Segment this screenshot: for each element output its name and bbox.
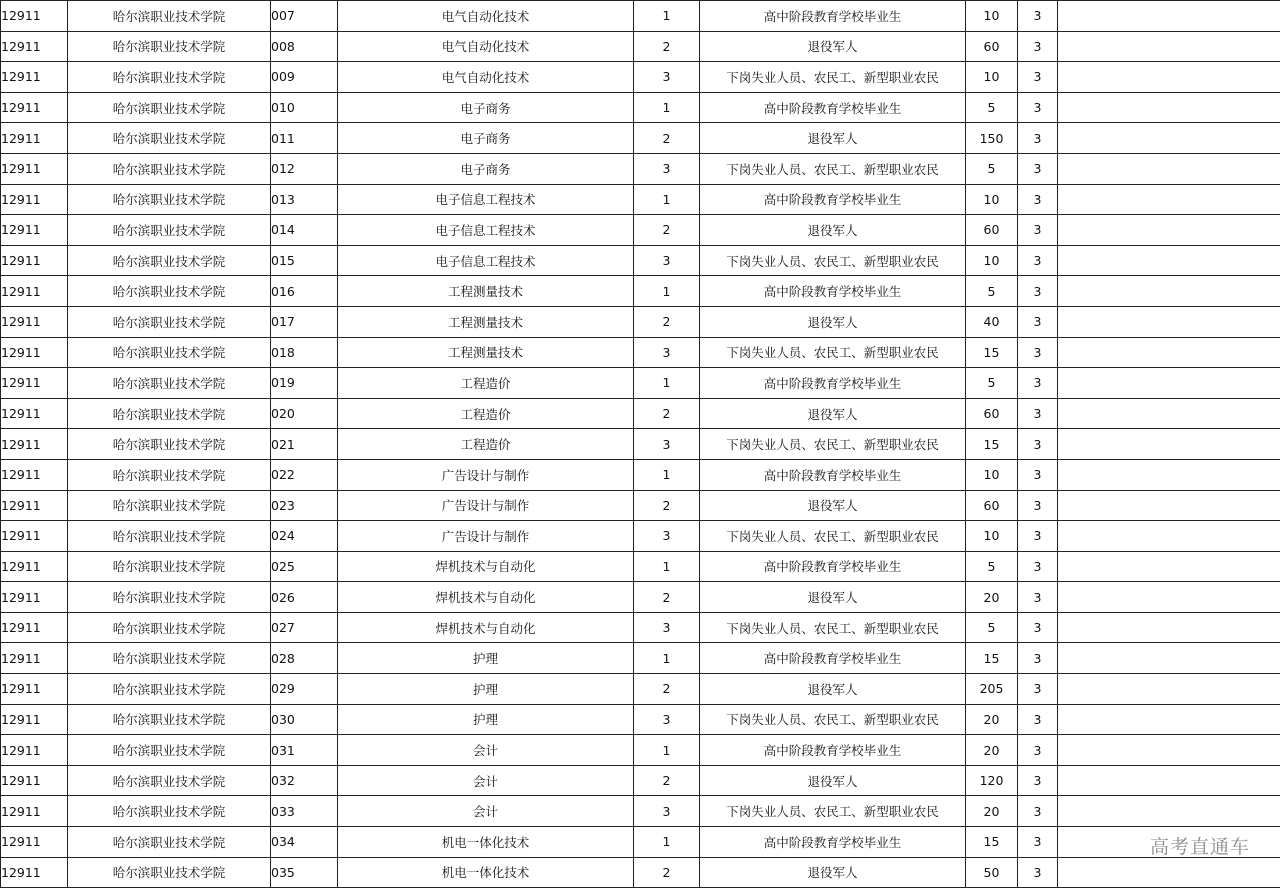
plan-count-cell: 20 [966,582,1018,613]
school-code-cell: 12911 [1,368,68,399]
school-name-cell: 哈尔滨职业技术学院 [68,1,271,32]
major-name-cell: 电子商务 [338,153,634,184]
major-name-cell: 电子信息工程技术 [338,184,634,215]
major-name-cell: 广告设计与制作 [338,521,634,552]
major-name-cell: 电气自动化技术 [338,62,634,93]
applicant-category-cell: 高中阶段教育学校毕业生 [700,184,966,215]
applicant-category-cell: 下岗失业人员、农民工、新型职业农民 [700,704,966,735]
table-row [1,245,1280,276]
applicant-category-cell: 下岗失业人员、农民工、新型职业农民 [700,245,966,276]
plan-count-cell: 10 [966,521,1018,552]
plan-count-cell: 60 [966,490,1018,521]
plan-count-cell: 5 [966,612,1018,643]
applicant-category-cell: 下岗失业人员、农民工、新型职业农民 [700,796,966,827]
type-cell: 2 [634,123,700,154]
table-row [1,643,1280,674]
table-row [1,306,1280,337]
major-name-cell: 会计 [338,796,634,827]
school-name-cell: 哈尔滨职业技术学院 [68,857,271,888]
school-name-cell: 哈尔滨职业技术学院 [68,429,271,460]
applicant-category-cell: 高中阶段教育学校毕业生 [700,368,966,399]
applicant-category-cell: 退役军人 [700,674,966,705]
table-row [1,337,1280,368]
major-number-cell: 013 [271,184,338,215]
note-cell [1058,153,1280,184]
plan-count-cell: 5 [966,153,1018,184]
major-number-cell: 028 [271,643,338,674]
school-code-cell: 12911 [1,429,68,460]
type-cell: 1 [634,827,700,858]
major-number-cell: 029 [271,674,338,705]
table-row [1,398,1280,429]
major-name-cell: 工程测量技术 [338,276,634,307]
major-number-cell: 012 [271,153,338,184]
note-cell [1058,215,1280,246]
applicant-category-cell: 下岗失业人员、农民工、新型职业农民 [700,521,966,552]
school-name-cell: 哈尔滨职业技术学院 [68,582,271,613]
years-cell: 3 [1018,827,1058,858]
note-cell [1058,765,1280,796]
major-name-cell: 护理 [338,704,634,735]
major-name-cell: 广告设计与制作 [338,459,634,490]
table-row [1,92,1280,123]
table-row [1,735,1280,766]
school-name-cell: 哈尔滨职业技术学院 [68,245,271,276]
major-number-cell: 009 [271,62,338,93]
school-name-cell: 哈尔滨职业技术学院 [68,796,271,827]
major-name-cell: 焊机技术与自动化 [338,551,634,582]
major-number-cell: 017 [271,306,338,337]
major-number-cell: 031 [271,735,338,766]
school-name-cell: 哈尔滨职业技术学院 [68,551,271,582]
plan-count-cell: 20 [966,735,1018,766]
table-body [1,1,1280,888]
years-cell: 3 [1018,643,1058,674]
table-row [1,582,1280,613]
years-cell: 3 [1018,368,1058,399]
applicant-category-cell: 退役军人 [700,765,966,796]
school-name-cell: 哈尔滨职业技术学院 [68,612,271,643]
note-cell [1058,704,1280,735]
applicant-category-cell: 高中阶段教育学校毕业生 [700,276,966,307]
years-cell: 3 [1018,704,1058,735]
major-name-cell: 机电一体化技术 [338,857,634,888]
plan-count-cell: 5 [966,551,1018,582]
note-cell [1058,306,1280,337]
watermark: 高考直通车 [1150,832,1250,859]
school-name-cell: 哈尔滨职业技术学院 [68,123,271,154]
school-code-cell: 12911 [1,31,68,62]
school-name-cell: 哈尔滨职业技术学院 [68,62,271,93]
years-cell: 3 [1018,735,1058,766]
applicant-category-cell: 下岗失业人员、农民工、新型职业农民 [700,612,966,643]
major-name-cell: 电气自动化技术 [338,1,634,32]
type-cell: 3 [634,337,700,368]
school-code-cell: 12911 [1,612,68,643]
type-cell: 3 [634,704,700,735]
major-name-cell: 护理 [338,674,634,705]
note-cell [1058,429,1280,460]
years-cell: 3 [1018,398,1058,429]
years-cell: 3 [1018,429,1058,460]
major-number-cell: 034 [271,827,338,858]
type-cell: 3 [634,796,700,827]
years-cell: 3 [1018,490,1058,521]
note-cell [1058,459,1280,490]
note-cell [1058,184,1280,215]
major-name-cell: 电子商务 [338,123,634,154]
type-cell: 2 [634,215,700,246]
school-code-cell: 12911 [1,92,68,123]
school-code-cell: 12911 [1,796,68,827]
type-cell: 2 [634,765,700,796]
type-cell: 1 [634,459,700,490]
major-name-cell: 护理 [338,643,634,674]
school-code-cell: 12911 [1,215,68,246]
school-name-cell: 哈尔滨职业技术学院 [68,735,271,766]
major-number-cell: 035 [271,857,338,888]
school-name-cell: 哈尔滨职业技术学院 [68,153,271,184]
major-name-cell: 工程测量技术 [338,306,634,337]
type-cell: 2 [634,306,700,337]
applicant-category-cell: 下岗失业人员、农民工、新型职业农民 [700,153,966,184]
plan-count-cell: 15 [966,827,1018,858]
table-row [1,827,1280,858]
years-cell: 3 [1018,857,1058,888]
years-cell: 3 [1018,796,1058,827]
school-code-cell: 12911 [1,459,68,490]
years-cell: 3 [1018,215,1058,246]
applicant-category-cell: 退役军人 [700,215,966,246]
major-number-cell: 015 [271,245,338,276]
major-number-cell: 023 [271,490,338,521]
table-row [1,521,1280,552]
school-name-cell: 哈尔滨职业技术学院 [68,490,271,521]
table-row [1,62,1280,93]
plan-count-cell: 20 [966,796,1018,827]
type-cell: 2 [634,31,700,62]
type-cell: 1 [634,92,700,123]
school-code-cell: 12911 [1,674,68,705]
school-code-cell: 12911 [1,551,68,582]
school-code-cell: 12911 [1,276,68,307]
major-number-cell: 014 [271,215,338,246]
table-row [1,674,1280,705]
note-cell [1058,643,1280,674]
major-name-cell: 电子信息工程技术 [338,245,634,276]
note-cell [1058,796,1280,827]
school-code-cell: 12911 [1,123,68,154]
applicant-category-cell: 退役军人 [700,123,966,154]
school-code-cell: 12911 [1,827,68,858]
applicant-category-cell: 高中阶段教育学校毕业生 [700,735,966,766]
major-name-cell: 广告设计与制作 [338,490,634,521]
table-row [1,459,1280,490]
school-name-cell: 哈尔滨职业技术学院 [68,337,271,368]
table-row [1,1,1280,32]
applicant-category-cell: 高中阶段教育学校毕业生 [700,827,966,858]
major-number-cell: 010 [271,92,338,123]
major-name-cell: 会计 [338,735,634,766]
major-name-cell: 电子信息工程技术 [338,215,634,246]
major-number-cell: 033 [271,796,338,827]
school-name-cell: 哈尔滨职业技术学院 [68,184,271,215]
school-name-cell: 哈尔滨职业技术学院 [68,368,271,399]
note-cell [1058,337,1280,368]
years-cell: 3 [1018,521,1058,552]
note-cell [1058,368,1280,399]
major-number-cell: 019 [271,368,338,399]
note-cell [1058,276,1280,307]
school-code-cell: 12911 [1,857,68,888]
plan-count-cell: 5 [966,368,1018,399]
note-cell [1058,123,1280,154]
note-cell [1058,1,1280,32]
note-cell [1058,62,1280,93]
plan-count-cell: 15 [966,429,1018,460]
type-cell: 3 [634,429,700,460]
applicant-category-cell: 下岗失业人员、农民工、新型职业农民 [700,429,966,460]
school-name-cell: 哈尔滨职业技术学院 [68,215,271,246]
plan-count-cell: 10 [966,459,1018,490]
table-row [1,612,1280,643]
table-row [1,429,1280,460]
major-name-cell: 工程造价 [338,368,634,399]
note-cell [1058,31,1280,62]
major-number-cell: 018 [271,337,338,368]
major-name-cell: 焊机技术与自动化 [338,582,634,613]
type-cell: 3 [634,612,700,643]
table-row [1,184,1280,215]
school-name-cell: 哈尔滨职业技术学院 [68,306,271,337]
years-cell: 3 [1018,245,1058,276]
major-number-cell: 027 [271,612,338,643]
major-number-cell: 020 [271,398,338,429]
table-row [1,368,1280,399]
table-row [1,276,1280,307]
years-cell: 3 [1018,62,1058,93]
plan-count-cell: 10 [966,184,1018,215]
plan-count-cell: 40 [966,306,1018,337]
school-code-cell: 12911 [1,735,68,766]
major-name-cell: 工程测量技术 [338,337,634,368]
plan-count-cell: 10 [966,245,1018,276]
years-cell: 3 [1018,674,1058,705]
school-name-cell: 哈尔滨职业技术学院 [68,765,271,796]
applicant-category-cell: 高中阶段教育学校毕业生 [700,643,966,674]
plan-count-cell: 10 [966,62,1018,93]
years-cell: 3 [1018,184,1058,215]
type-cell: 1 [634,1,700,32]
major-number-cell: 021 [271,429,338,460]
type-cell: 1 [634,368,700,399]
type-cell: 2 [634,857,700,888]
years-cell: 3 [1018,612,1058,643]
note-cell [1058,612,1280,643]
plan-count-cell: 10 [966,1,1018,32]
years-cell: 3 [1018,582,1058,613]
applicant-category-cell: 高中阶段教育学校毕业生 [700,551,966,582]
major-name-cell: 焊机技术与自动化 [338,612,634,643]
applicant-category-cell: 退役军人 [700,857,966,888]
note-cell [1058,674,1280,705]
plan-count-cell: 205 [966,674,1018,705]
major-number-cell: 011 [271,123,338,154]
table-row [1,490,1280,521]
type-cell: 1 [634,735,700,766]
plan-count-cell: 150 [966,123,1018,154]
school-code-cell: 12911 [1,245,68,276]
major-number-cell: 007 [271,1,338,32]
school-code-cell: 12911 [1,521,68,552]
major-name-cell: 电子商务 [338,92,634,123]
school-name-cell: 哈尔滨职业技术学院 [68,92,271,123]
school-code-cell: 12911 [1,765,68,796]
note-cell [1058,551,1280,582]
type-cell: 1 [634,184,700,215]
table-row [1,153,1280,184]
type-cell: 1 [634,551,700,582]
table-row [1,31,1280,62]
school-code-cell: 12911 [1,582,68,613]
type-cell: 1 [634,276,700,307]
years-cell: 3 [1018,306,1058,337]
applicant-category-cell: 退役军人 [700,490,966,521]
years-cell: 3 [1018,551,1058,582]
school-code-cell: 12911 [1,153,68,184]
school-code-cell: 12911 [1,306,68,337]
major-name-cell: 电气自动化技术 [338,31,634,62]
note-cell [1058,521,1280,552]
applicant-category-cell: 下岗失业人员、农民工、新型职业农民 [700,62,966,93]
years-cell: 3 [1018,123,1058,154]
note-cell [1058,582,1280,613]
major-number-cell: 016 [271,276,338,307]
applicant-category-cell: 退役军人 [700,398,966,429]
plan-count-cell: 60 [966,31,1018,62]
school-name-cell: 哈尔滨职业技术学院 [68,704,271,735]
school-code-cell: 12911 [1,1,68,32]
years-cell: 3 [1018,459,1058,490]
table-row [1,551,1280,582]
school-code-cell: 12911 [1,62,68,93]
school-code-cell: 12911 [1,337,68,368]
applicant-category-cell: 退役军人 [700,31,966,62]
plan-count-cell: 20 [966,704,1018,735]
major-number-cell: 022 [271,459,338,490]
type-cell: 3 [634,521,700,552]
type-cell: 2 [634,490,700,521]
years-cell: 3 [1018,765,1058,796]
years-cell: 3 [1018,92,1058,123]
table-row [1,704,1280,735]
type-cell: 3 [634,153,700,184]
table-row [1,765,1280,796]
plan-count-cell: 60 [966,215,1018,246]
major-number-cell: 024 [271,521,338,552]
plan-count-cell: 60 [966,398,1018,429]
plan-count-cell: 5 [966,92,1018,123]
note-cell [1058,92,1280,123]
school-name-cell: 哈尔滨职业技术学院 [68,31,271,62]
type-cell: 2 [634,674,700,705]
major-number-cell: 032 [271,765,338,796]
school-name-cell: 哈尔滨职业技术学院 [68,459,271,490]
major-name-cell: 工程造价 [338,398,634,429]
years-cell: 3 [1018,31,1058,62]
applicant-category-cell: 高中阶段教育学校毕业生 [700,92,966,123]
table-row [1,215,1280,246]
type-cell: 2 [634,398,700,429]
years-cell: 3 [1018,276,1058,307]
major-name-cell: 工程造价 [338,429,634,460]
school-code-cell: 12911 [1,704,68,735]
school-name-cell: 哈尔滨职业技术学院 [68,521,271,552]
major-number-cell: 030 [271,704,338,735]
school-name-cell: 哈尔滨职业技术学院 [68,643,271,674]
major-number-cell: 008 [271,31,338,62]
years-cell: 3 [1018,153,1058,184]
plan-count-cell: 120 [966,765,1018,796]
major-number-cell: 026 [271,582,338,613]
applicant-category-cell: 下岗失业人员、农民工、新型职业农民 [700,337,966,368]
table-row [1,796,1280,827]
applicant-category-cell: 退役军人 [700,306,966,337]
years-cell: 3 [1018,337,1058,368]
school-code-cell: 12911 [1,490,68,521]
plan-count-cell: 15 [966,337,1018,368]
school-code-cell: 12911 [1,643,68,674]
school-name-cell: 哈尔滨职业技术学院 [68,276,271,307]
type-cell: 3 [634,245,700,276]
table-row [1,123,1280,154]
major-name-cell: 机电一体化技术 [338,827,634,858]
school-name-cell: 哈尔滨职业技术学院 [68,398,271,429]
note-cell [1058,857,1280,888]
type-cell: 2 [634,582,700,613]
years-cell: 3 [1018,1,1058,32]
applicant-category-cell: 高中阶段教育学校毕业生 [700,459,966,490]
table-row [1,857,1280,888]
note-cell [1058,245,1280,276]
note-cell [1058,490,1280,521]
type-cell: 3 [634,62,700,93]
type-cell: 1 [634,643,700,674]
major-name-cell: 会计 [338,765,634,796]
school-code-cell: 12911 [1,398,68,429]
school-name-cell: 哈尔滨职业技术学院 [68,674,271,705]
school-code-cell: 12911 [1,184,68,215]
plan-count-cell: 50 [966,857,1018,888]
note-cell [1058,735,1280,766]
school-name-cell: 哈尔滨职业技术学院 [68,827,271,858]
major-number-cell: 025 [271,551,338,582]
plan-count-cell: 15 [966,643,1018,674]
applicant-category-cell: 高中阶段教育学校毕业生 [700,1,966,32]
note-cell [1058,398,1280,429]
plan-count-cell: 5 [966,276,1018,307]
applicant-category-cell: 退役军人 [700,582,966,613]
